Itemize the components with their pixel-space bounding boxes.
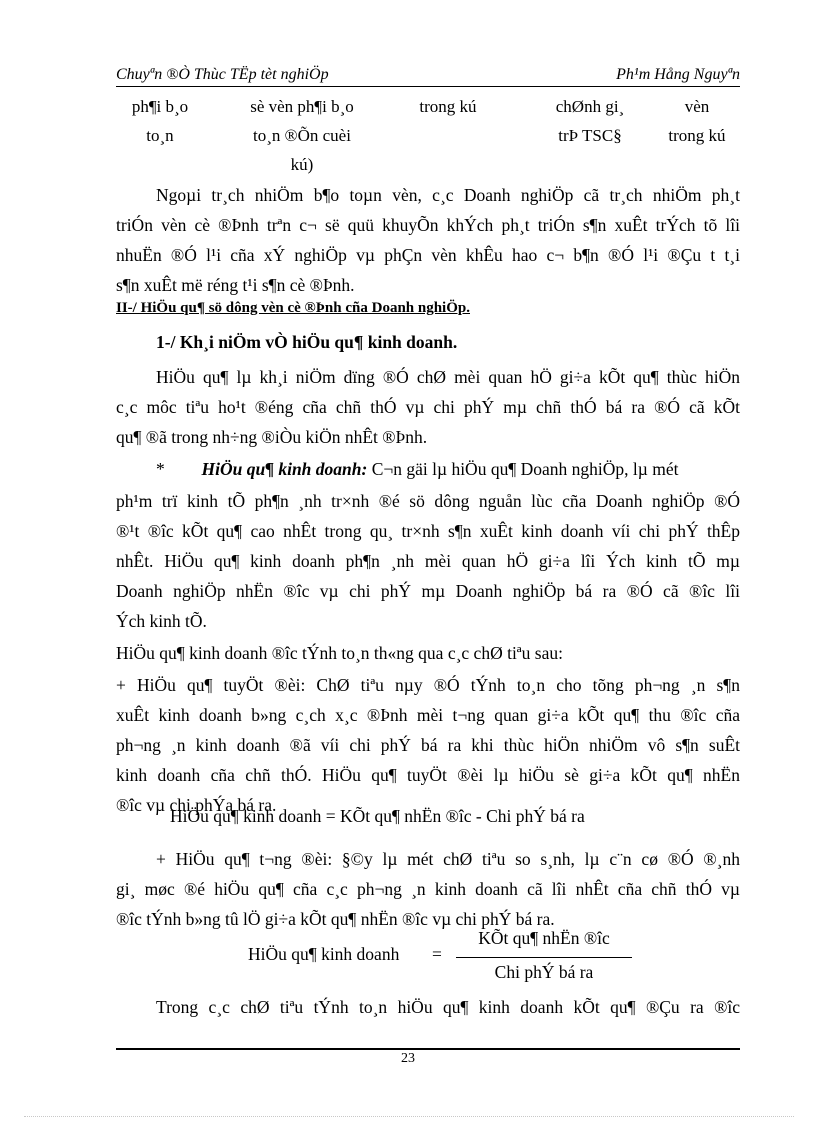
intro-line: HiÖu qu¶ kinh doanh ®îc tÝnh to¸n th«ng qua c¸c chØ tiªu sau: (116, 643, 563, 663)
page-number: 23 (401, 1051, 415, 1066)
text-line: ®¹t ®îc kÕt qu¶ cao nhÊt trong qu¸ tr×nh s¶n xuÊt kinh doanh víi chi phÝ thÊp (116, 521, 740, 541)
text-line: Doanh nghiÖp nhËn ®îc vµ chi phÝ mµ Doanh nghiÖp bá ra ®Ó cã ®îc lîi (116, 581, 740, 601)
text-line: c¸c môc tiªu ho¹t ®éng cña chñ thÓ vµ chi phÝ mµ chñ thÓ bá ra ®Ó cã kÕt (116, 397, 740, 417)
text-line: ph¬ng ¸n kinh doanh ®ã víi chi phÝ bá ra khi thùc hiÖn nhiÖm vô s¶n suÊt (116, 735, 740, 755)
text-line: HiÖu qu¶ lµ kh¸i niÖm dïng ®Ó chØ mèi quan hÖ gi÷a kÕt qu¶ thùc hiÖn (156, 367, 740, 387)
table-cell: chØnh gi¸ (555, 97, 625, 116)
text-line: nhÊt. HiÖu qu¶ kinh doanh ph¶n ¸nh mèi quan hÖ gi÷a lîi Ých kinh tÕ mµ (116, 551, 740, 571)
text-line: qu¶ ®ã trong nh÷ng ®iÒu kiÖn nhÊt ®Þnh. (116, 427, 428, 447)
text-line: nhuËn ®Ó l¹i cña xÝ nghiÖp vµ phÇn vèn khÊu hao c¬ b¶n ®Ó l¹i ®Çu t t¸i (116, 245, 740, 265)
table-cell: to¸n ®Õn cuèi (253, 126, 351, 145)
term-business-efficiency: HiÖu qu¶ kinh doanh: (201, 459, 368, 479)
text-line: ph¹m trï kinh tÕ ph¶n ¸nh tr×nh ®é sö dông nguån lùc cña Doanh nghiÖp ®Ó (116, 491, 740, 511)
text-line: xuÊt kinh doanh b»ng c¸ch x¸c ®Þnh mèi t¬ng quan gi÷a kÕt qu¶ thu ®îc cña (116, 705, 740, 725)
formula-denominator: Chi phÝ bá ra (494, 962, 594, 982)
formula-equals: = (432, 944, 442, 964)
page-header (116, 64, 740, 87)
formula-numerator: KÕt qu¶ nhËn ®îc (478, 928, 610, 948)
text-line: s¶n xuÊt më réng t¹i s¶n cè ®Þnh. (116, 275, 355, 295)
text-line: gi¸ møc ®é hiÖu qu¶ cña c¸c ph¬ng ¸n kinh doanh cã lîi nhÊt cña chñ thÓ vµ (116, 879, 740, 899)
header-document-title: Chuyªn ®Ò Thùc TËp tèt nghiÖp (116, 66, 329, 83)
text-line: + HiÖu qu¶ tuyÖt ®èi: ChØ tiªu nµy ®Ó tÝnh to¸n cho tõng ph¬ng ¸n s¶n (116, 675, 740, 695)
table-cell: vèn (684, 97, 710, 116)
table-cell: to¸n (146, 126, 174, 145)
header-author: Ph¹m Hång Nguyªn (616, 66, 740, 83)
table-cell: trÞ TSC§ (558, 126, 622, 145)
section-heading: II-/ HiÖu qu¶ sö dông vèn cè ®Þnh cña Doanh nghiÖp. (116, 300, 470, 316)
formula-absolute-efficiency: HiÖu qu¶ kinh doanh = KÕt qu¶ nhËn ®îc - Chi phÝ bá ra (170, 806, 585, 826)
table-cell: trong kú (419, 97, 477, 116)
text-line (156, 454, 740, 484)
text-line: ®îc tÝnh b»ng tû lÖ gi÷a kÕt qu¶ nhËn ®îc vµ chi phÝ bá ra. (116, 909, 555, 929)
table-cell: trong kú (668, 126, 726, 145)
text-line: + HiÖu qu¶ t¬ng ®èi: §©y lµ mét chØ tiªu so s¸nh, lµ c¨n cø ®Ó ®¸nh (156, 849, 740, 869)
text-line: Trong c¸c chØ tiªu tÝnh to¸n hiÖu qu¶ kinh doanh kÕt qu¶ ®Çu ra ®îc (156, 997, 740, 1017)
text-line: Ých kinh tÕ. (116, 611, 207, 631)
text-line: ®îc vµ chi phÝa bá ra. (116, 795, 277, 815)
subsection-heading: 1-/ Kh¸i niÖm vÒ hiÖu qu¶ kinh doanh. (156, 332, 458, 352)
page-edge-divider (24, 1116, 794, 1117)
table-cell: ph¶i b¸o (131, 97, 189, 116)
bullet-marker: * (156, 459, 165, 479)
text-line: Ngoµi tr¸ch nhiÖm b¶o toµn vèn, c¸c Doanh nghiÖp cã tr¸ch nhiÖm ph¸t (156, 185, 740, 205)
text-line: kinh doanh cña chñ thÓ. HiÖu qu¶ tuyÖt ®èi lµ hiÖu sè gi÷a kÕt qu¶ nhËn (116, 765, 740, 785)
text-span: C¬n gäi lµ hiÖu qu¶ Doanh nghiÖp, lµ mét (371, 459, 679, 479)
text-line: triÓn vèn cè ®Þnh trªn c¬ së quü khuyÕn khÝch ph¸t triÓn s¶n xuÊt trÝch tõ lîi (116, 215, 740, 235)
formula-label: HiÖu qu¶ kinh doanh (248, 944, 400, 964)
footer-rule (116, 1048, 740, 1050)
table-cell: kú) (290, 155, 314, 174)
fraction-bar (456, 957, 632, 958)
table-cell: sè vèn ph¶i b¸o (250, 97, 354, 116)
